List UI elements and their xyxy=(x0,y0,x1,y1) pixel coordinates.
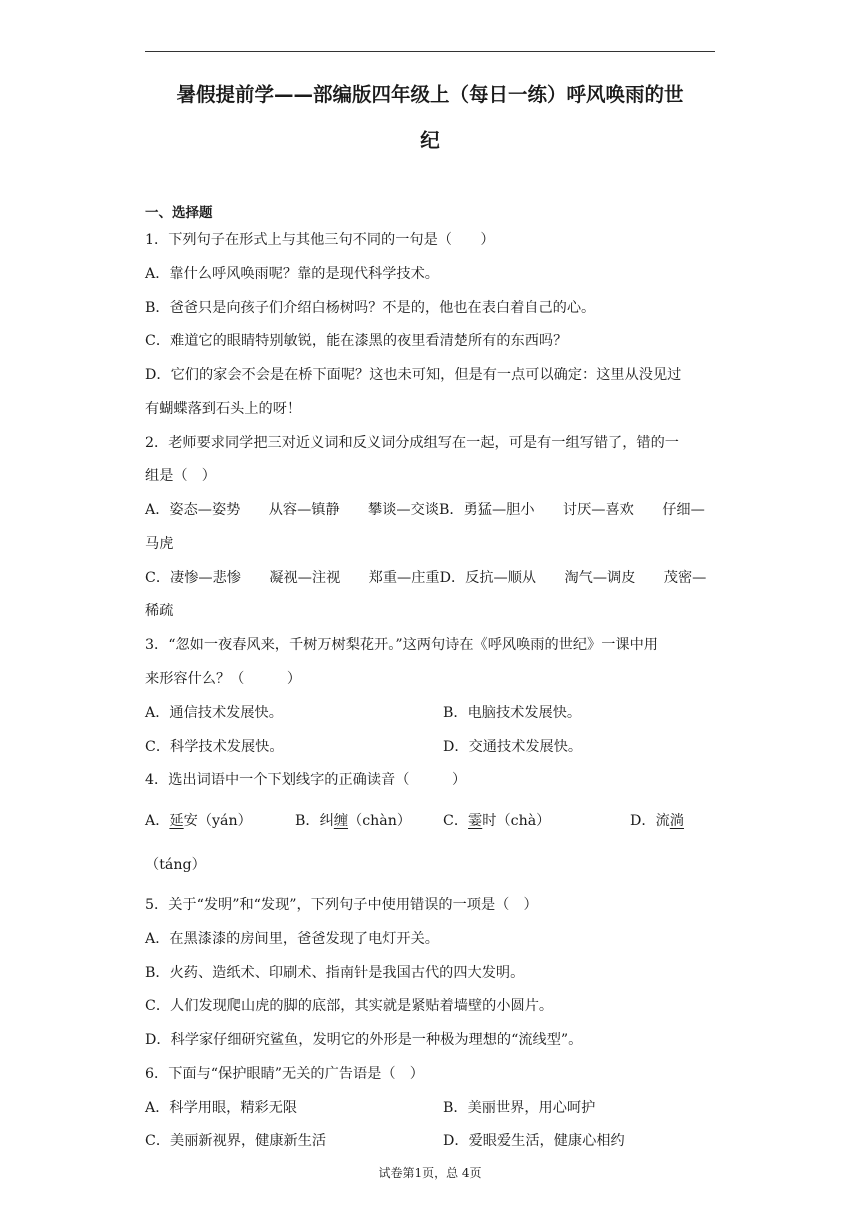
page-title xyxy=(140,72,720,164)
q4-option-b-pre: 纠 xyxy=(319,813,334,829)
q1-option-d: D．它们的家会不会是在桥下面呢？这也未可知，但是有一点可以确定：这里从没见过 xyxy=(145,367,682,383)
q4-option-d-pre: 流 xyxy=(655,813,670,829)
q4-option-b-label: B． xyxy=(295,813,320,829)
q2-options-cd: C．凄惨—悲惨 凝视—注视 郑重—庄重D．反抗—顺从 淘气—调皮 茂密— xyxy=(145,570,707,586)
q4-option-d xyxy=(630,811,684,831)
q4-option-d-underlined: 淌 xyxy=(669,813,684,829)
q1-option-d-cont: 有蝴蝶落到石头上的呀！ xyxy=(145,401,302,417)
q4-option-c-post: 时（chà） xyxy=(482,813,551,829)
q3-option-d: D．交通技术发展快。 xyxy=(443,739,583,755)
q4-option-a-underlined: 延 xyxy=(169,813,184,829)
q1-option-c: C．难道它的眼睛特别敏锐，能在漆黑的夜里看清楚所有的东西吗？ xyxy=(145,333,568,349)
q3-stem-cont: 来形容什么？（ ） xyxy=(145,671,302,687)
q6-option-b: B．美丽世界，用心呵护 xyxy=(443,1100,596,1116)
q4-option-d-label: D． xyxy=(630,813,656,829)
q4-stem: 4．选出词语中一个下划线字的正确读音（ ） xyxy=(145,772,467,788)
q5-option-b: B．火药、造纸术、印刷术、指南针是我国古代的四大发明。 xyxy=(145,965,525,981)
section-heading: 一、选择题 xyxy=(145,205,213,221)
q5-option-d: D．科学家仔细研究鲨鱼，发明它的外形是一种极为理想的“流线型”。 xyxy=(145,1032,583,1048)
q6-stem: 6．下面与“保护眼睛”无关的广告语是（ ） xyxy=(145,1066,424,1082)
q4-option-a-post: 安（yán） xyxy=(183,813,252,829)
q5-option-a: A．在黑漆漆的房间里，爸爸发现了电灯开关。 xyxy=(145,931,439,947)
q4-option-c xyxy=(443,811,550,831)
q2-options-ab: A．姿态—姿势 从容—镇静 攀谈—交谈B．勇猛—胆小 讨厌—喜欢 仔细— xyxy=(145,502,705,518)
q2-stem: 2．老师要求同学把三对近义词和反义词分成组写在一起，可是有一组写错了，错的一 xyxy=(145,435,679,451)
q2-options-cd-cont: 稀疏 xyxy=(145,603,174,619)
q1-option-a: A．靠什么呼风唤雨呢？靠的是现代科学技术。 xyxy=(145,266,439,282)
q4-option-a xyxy=(145,811,252,831)
q4-option-b-underlined: 缠 xyxy=(333,813,349,829)
q5-option-c: C．人们发现爬山虎的脚的底部，其实就是紧贴着墙壁的小圆片。 xyxy=(145,998,554,1014)
q4-option-b-post: （chàn） xyxy=(348,813,412,829)
page-footer: 试卷第1页，总 4页 xyxy=(378,1166,482,1180)
q6-option-a: A．科学用眼，精彩无限 xyxy=(145,1100,298,1116)
q4-option-a-label: A． xyxy=(145,813,170,829)
q3-option-a: A．通信技术发展快。 xyxy=(145,705,283,721)
q4-option-d-cont: （táng） xyxy=(145,857,206,873)
q6-option-d: D．爱眼爱生活，健康心相约 xyxy=(443,1133,625,1149)
title-line-1: 暑假提前学——部编版四年级上（每日一练）呼风唤雨的世 xyxy=(176,83,684,106)
q3-option-c: C．科学技术发展快。 xyxy=(145,739,284,755)
q4-option-b xyxy=(295,811,411,831)
q3-stem: 3．“忽如一夜春风来，千树万树梨花开。”这两句诗在《呼风唤雨的世纪》一课中用 xyxy=(145,637,658,653)
q2-options-ab-cont: 马虎 xyxy=(145,536,174,552)
q4-option-c-underlined: 霎 xyxy=(468,813,483,829)
header-rule xyxy=(145,51,715,52)
title-line-2: 纪 xyxy=(420,129,440,152)
q1-stem: 1．下列句子在形式上与其他三句不同的一句是（ ） xyxy=(145,232,495,248)
q5-stem: 5．关于“发明”和“发现”，下列句子中使用错误的一项是（ ） xyxy=(145,897,538,913)
q2-stem-cont: 组是（ ） xyxy=(145,468,216,484)
q6-option-c: C．美丽新视界，健康新生活 xyxy=(145,1133,327,1149)
q4-option-c-label: C． xyxy=(443,813,469,829)
q3-option-b: B．电脑技术发展快。 xyxy=(443,705,582,721)
q1-option-b: B．爸爸只是向孩子们介绍白杨树吗？不是的，他也在表白着自己的心。 xyxy=(145,300,596,316)
